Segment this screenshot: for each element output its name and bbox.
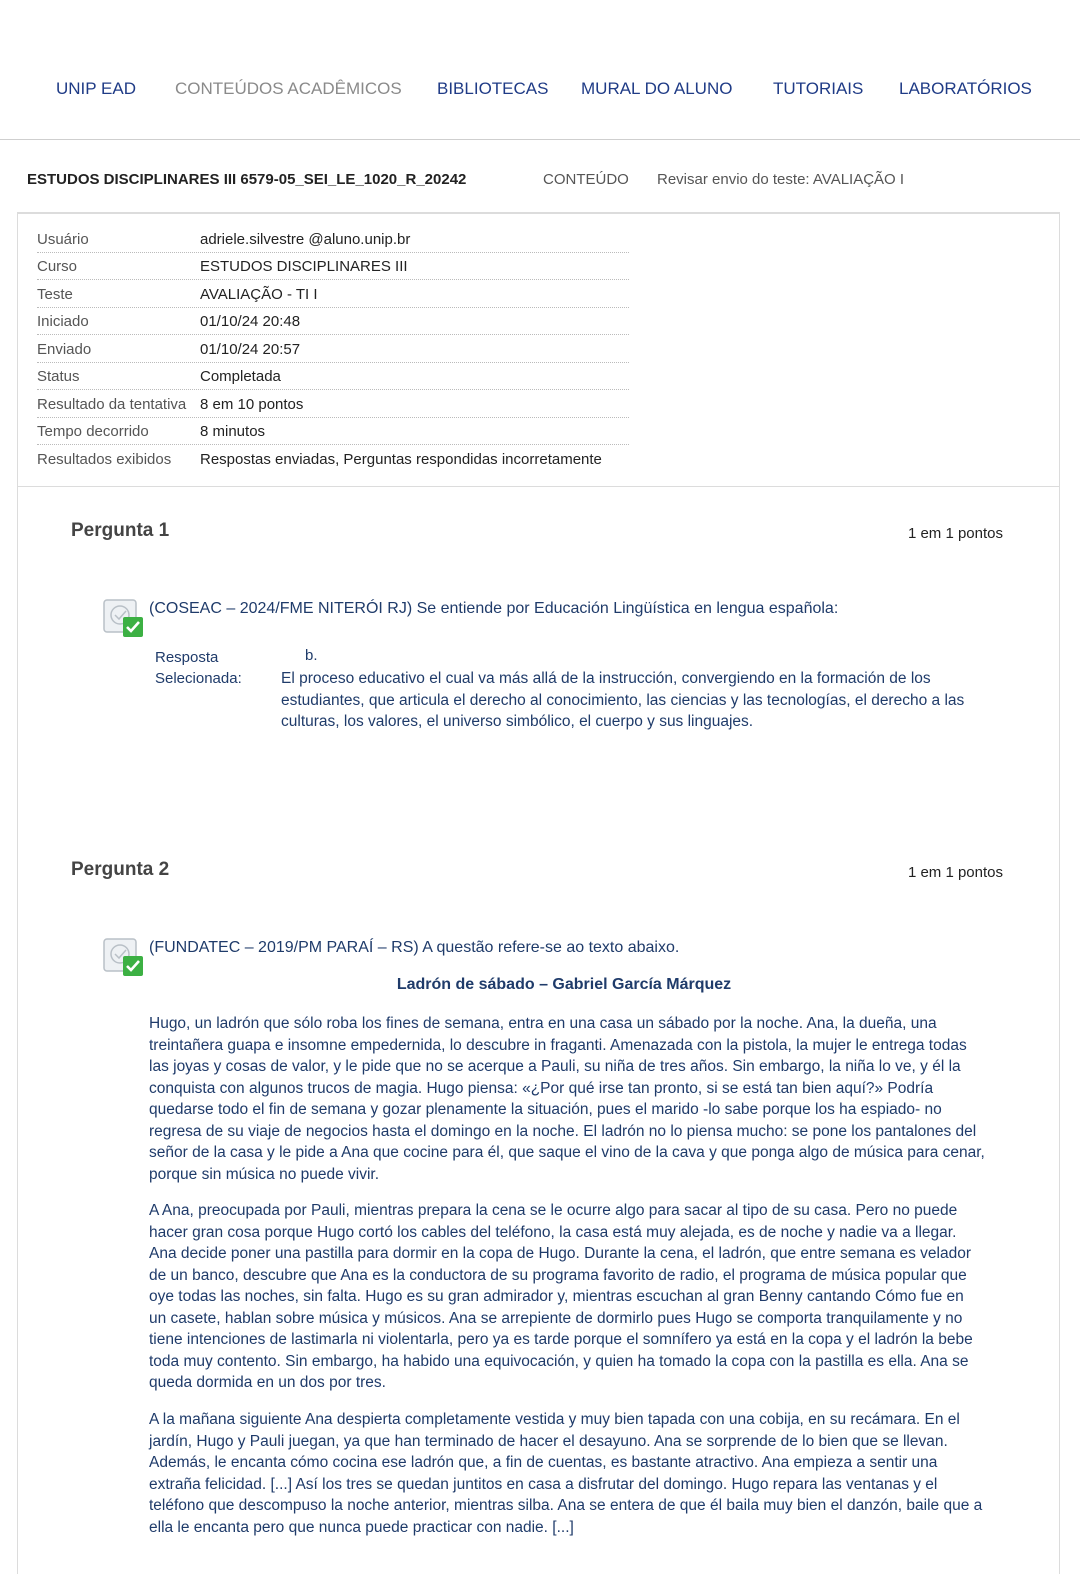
answer-label-selected: Selecionada: — [155, 670, 242, 687]
summary-row-curso — [37, 253, 629, 280]
summary-row-iniciado — [37, 308, 629, 335]
summary-row-usuario — [37, 226, 629, 253]
correct-answer-icon — [102, 937, 144, 977]
nav-mural-do-aluno[interactable]: MURAL DO ALUNO — [581, 79, 733, 98]
nav-laboratorios[interactable]: LABORATÓRIOS — [899, 79, 1032, 98]
reading-paragraph-3: A la mañana siguiente Ana despierta completamente vestida y muy bien tapada con una cobija, en su recámara. En el jardín, Hugo y Pauli juegan, ya que han terminado de hacer el desayuno. Ana se sorprende de lo bien que se llevan. Además, le encanta cómo cocina ese ladrón que, a fin de cuentas, es bastante atractivo. Ana empieza a sentir una extraña felicidad. [...] Así los tres se quedan juntitos en casa a disfrutar del domingo. Hugo repara las ventanas y el teléfono que descompuso la noche anterior, mientras silba. Ana se entera de que él baila muy bien el danzón, baile que a ella le encanta pero que nunca puede practicar con nadie. [...] — [149, 1411, 983, 1536]
question-1-title: Pergunta 1 — [71, 520, 170, 541]
summary-value: adriele.silvestre @aluno.unip.br — [200, 231, 411, 248]
summary-value: 8 em 10 pontos — [200, 396, 304, 413]
summary-row-resultados-exibidos — [37, 446, 629, 473]
breadcrumb-course[interactable]: ESTUDOS DISCIPLINARES III 6579-05_SEI_LE_1020_R_20242 — [27, 171, 467, 188]
answer-label: Resposta — [155, 649, 219, 666]
summary-value: Completada — [200, 368, 281, 385]
summary-row-enviado — [37, 336, 629, 363]
question-1-points: 1 em 1 pontos — [907, 525, 1003, 542]
summary-label: Usuário — [37, 231, 89, 248]
breadcrumb-section[interactable]: CONTEÚDO — [543, 171, 629, 188]
question-1-text: (COSEAC – 2024/FME NITERÓI RJ) Se entiende por Educación Lingüística en lengua española: — [149, 600, 839, 617]
summary-label: Curso — [37, 258, 78, 275]
summary-label: Resultado da tentativa — [37, 396, 187, 413]
summary-row-status — [37, 363, 629, 390]
summary-value: AVALIAÇÃO - TI I — [200, 286, 318, 303]
summary-value: 01/10/24 20:48 — [200, 313, 301, 330]
summary-label: Tempo decorrido — [37, 423, 149, 440]
nav-conteudos-academicos[interactable]: CONTEÚDOS ACADÊMICOS — [175, 79, 402, 98]
nav-unip-ead[interactable]: UNIP EAD — [56, 79, 136, 98]
summary-value: 01/10/24 20:57 — [200, 341, 301, 358]
question-2-text: (FUNDATEC – 2019/PM PARAÍ – RS) A questão refere-se ao texto abaixo. — [149, 939, 680, 956]
summary-row-resultado — [37, 391, 629, 418]
summary-row-tempo — [37, 418, 629, 445]
reading-text-title: Ladrón de sábado – Gabriel García Márquez — [396, 976, 732, 993]
nav-bibliotecas[interactable]: BIBLIOTECAS — [437, 79, 549, 98]
summary-label: Enviado — [37, 341, 92, 358]
reading-paragraph-1: Hugo, un ladrón que sólo roba los fines de semana, entra en una casa un sábado por la noche. Ana, la dueña, una treintañera guapa e insomne empedernida, lo descubre in fraganti. Amenazada con la pistola, la mujer le entrega todas las joyas y cosas de valor, y le pide que no se acerque a Pauli, su niña de tres años. Sin embargo, la niña lo ve, y él la conquista con algunos trucos de magia. Hugo piensa: «¿Por qué irse tan pronto, si se está tan bien aquí?» Podría quedarse todo el fin de semana y gozar plenamente la situación, pues el marido -lo sabe porque los ha espiado- no regresa de su viaje de negocios hasta el domingo en la noche. El ladrón no lo piensa mucho: se pone los pantalones del señor de la casa y le pide a Ana que cocine para él, que saque el vino de la cava y que ponga algo de música para cenar, porque sin música no puede vivir. — [149, 1015, 985, 1183]
summary-label: Status — [37, 368, 80, 385]
summary-row-teste — [37, 281, 629, 308]
breadcrumb-page: Revisar envio do teste: AVALIAÇÃO I — [657, 171, 905, 188]
reading-paragraph-2: A Ana, preocupada por Pauli, mientras prepara la cena se le ocurre algo para sacar al tipo de su casa. Pero no puede hacer gran cosa porque Hugo cortó los cables del teléfono, la casa está muy alejada, es de noche y nadie va a llegar. Ana decide poner una pastilla para dormir en la copa de Hugo. Durante la cena, el ladrón, que entre semana es velador de un banco, descubre que Ana es la conductora de su programa favorito de radio, el programa de música popular que oye todas las noches, sin falta. Hugo es su gran admirador y, mientras escuchan al gran Benny cantando Cómo fue en un casete, hablan sobre música y músicos. Ana se arrepiente de dormirlo pues Hugo se comporta tranquilamente y no tiene intenciones de lastimarla ni violentarla, pero ya es tarde porque el somnífero ya está en la copa y el ladrón la bebe toda muy contento. Sin embargo, ha habido una equivocación, y quien ha tomado la copa con la pastilla es ella. Ana se queda dormida en un dos por tres. — [149, 1202, 973, 1391]
summary-value: 8 minutos — [200, 423, 266, 440]
question-2-points: 1 em 1 pontos — [907, 864, 1003, 881]
answer-letter: b. — [305, 647, 318, 664]
answer-text: El proceso educativo el cual va más allá de la instrucción, convergiendo en la formación de los estudiantes, que articula el derecho al conocimiento, las ciencias y las tecnologías, el derecho a las culturas, los valores, el universo simbólico, el cuerpo y sus linguajes. — [281, 670, 965, 730]
correct-answer-icon — [102, 598, 144, 638]
summary-label: Iniciado — [37, 313, 89, 330]
summary-label: Resultados exibidos — [37, 451, 172, 468]
summary-value: Respostas enviadas, Perguntas respondidas incorretamente — [200, 451, 602, 468]
attempt-summary — [17, 212, 1060, 487]
summary-label: Teste — [37, 286, 73, 303]
question-2-title: Pergunta 2 — [71, 859, 170, 880]
summary-value: ESTUDOS DISCIPLINARES III — [200, 258, 408, 275]
top-navigation — [0, 0, 1080, 140]
nav-tutoriais[interactable]: TUTORIAIS — [773, 79, 864, 98]
